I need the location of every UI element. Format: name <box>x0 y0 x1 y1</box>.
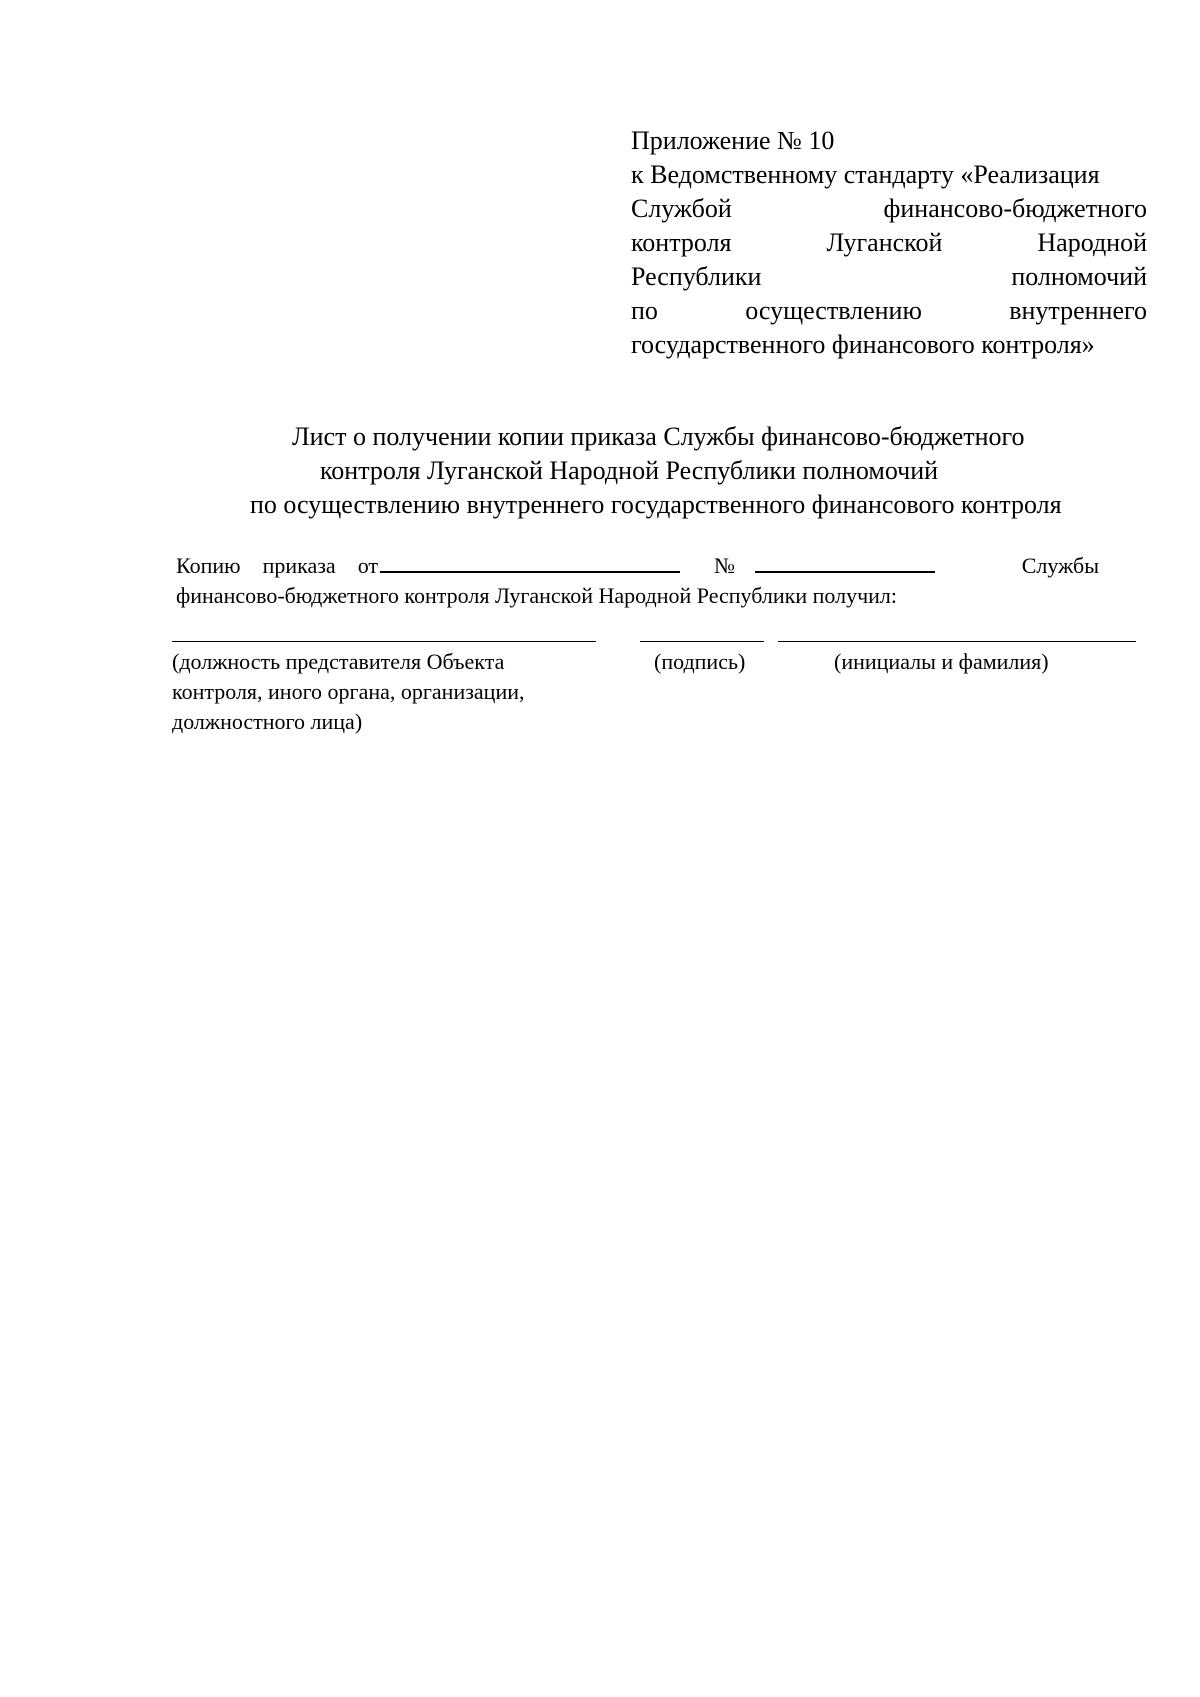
receipt-word: от <box>357 553 379 578</box>
caption-line: контроля, иного органа, организации, <box>172 679 525 704</box>
appendix-reference-line: к Ведомственному стандарту «Реализация <box>631 160 1100 189</box>
appendix-word: контроля <box>631 228 732 257</box>
signature-caption: (подпись) <box>654 649 746 674</box>
order-date-blank[interactable] <box>380 549 680 573</box>
appendix-reference-line <box>631 192 1147 226</box>
receipt-word: приказа <box>262 553 336 578</box>
appendix-number: Приложение № 10 <box>631 126 835 155</box>
appendix-word: финансово-бюджетного <box>883 194 1147 223</box>
appendix-reference-line <box>631 294 1147 328</box>
appendix-word: внутреннего <box>1009 296 1147 325</box>
appendix-header <box>631 124 1147 362</box>
appendix-word: полномочий <box>1011 262 1147 291</box>
appendix-reference-line <box>631 260 1147 294</box>
receipt-statement <box>176 549 1099 611</box>
appendix-word: Службой <box>631 194 732 223</box>
appendix-word: Республики <box>631 262 762 291</box>
appendix-reference-line <box>631 226 1147 260</box>
receipt-line: финансово-бюджетного контроля Луганской Народной Республики получил: <box>176 583 898 608</box>
name-caption: (инициалы и фамилия) <box>834 649 1049 674</box>
appendix-word: осуществлению <box>745 296 922 325</box>
position-signature-line[interactable] <box>172 641 596 642</box>
receipt-word: Службы <box>1021 553 1099 578</box>
receipt-word: Копию <box>176 553 241 578</box>
number-sign: № <box>714 553 736 578</box>
name-signature-line[interactable] <box>778 641 1136 642</box>
caption-line: (должность представителя Объекта <box>172 649 505 674</box>
signature-line[interactable] <box>640 641 764 642</box>
receipt-line <box>176 549 1099 581</box>
appendix-word: по <box>631 296 658 325</box>
title-line: контроля Луганской Народной Республики полномочий <box>320 456 939 485</box>
caption-line: должностного лица) <box>172 709 363 734</box>
appendix-reference-line: государственного финансового контроля» <box>631 330 1095 359</box>
appendix-word: Народной <box>1037 228 1147 257</box>
title-line: по осуществлению внутреннего государственного финансового контроля <box>250 490 1062 519</box>
appendix-word: Луганской <box>826 228 943 257</box>
order-number-blank[interactable] <box>755 549 935 573</box>
title-line: Лист о получении копии приказа Службы финансово-бюджетного <box>292 422 1025 451</box>
position-caption <box>172 647 525 737</box>
